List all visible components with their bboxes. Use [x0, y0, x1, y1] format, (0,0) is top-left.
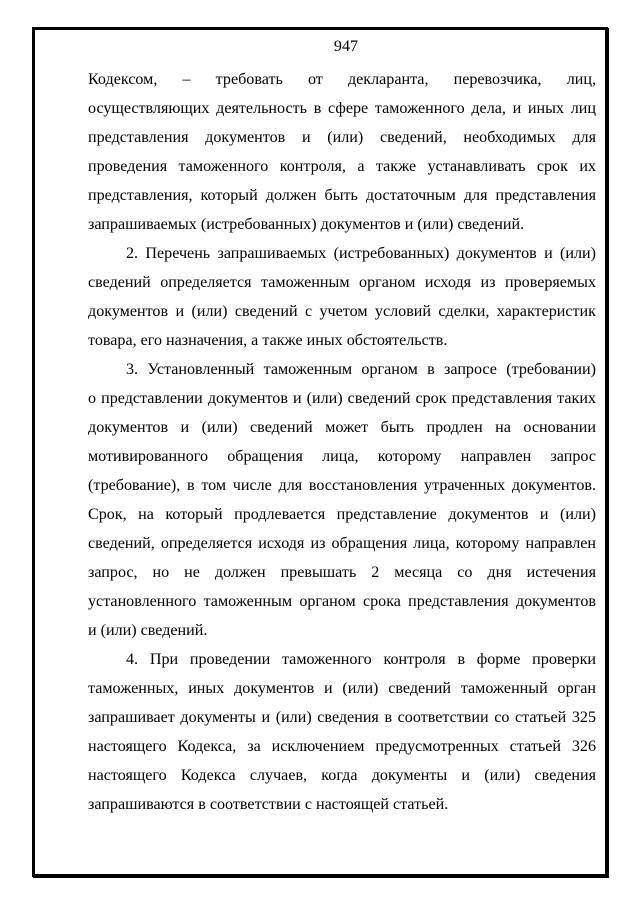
text-line: о представлении документов и (или) сведений срок представления таких — [88, 390, 596, 407]
text-line: установленного таможенным органом срока представления документов — [88, 593, 596, 610]
text-line: сведений определяется таможенным органом исходя из проверяемых — [88, 274, 596, 291]
text-line: представления документов и (или) сведений, необходимых для — [88, 129, 596, 146]
text-line: таможенных, иных документов и (или) сведений таможенный орган — [88, 680, 596, 697]
text-line: товара, его назначения, а также иных обстоятельств. — [88, 332, 448, 349]
text-line: и (или) сведений. — [88, 622, 208, 639]
text-line: документов и (или) сведений может быть продлен на основании — [88, 419, 596, 436]
text-line: запрашивает документы и (или) сведения в соответствии со статьей 325 — [88, 709, 596, 726]
page-content — [88, 36, 596, 819]
text-line: 2. Перечень запрашиваемых (истребованных) документов и (или) — [126, 245, 596, 262]
text-line: представления, который должен быть достаточным для представления — [88, 187, 596, 204]
body-text — [88, 65, 596, 819]
text-line: 4. При проведении таможенного контроля в форме проверки — [126, 651, 596, 668]
text-line: запрос, но не должен превышать 2 месяца со дня истечения — [88, 564, 596, 581]
page-number: 947 — [333, 38, 359, 55]
text-line: осуществляющих деятельность в сфере таможенного дела, и иных лиц — [88, 100, 596, 117]
text-line: запрашиваются в соответствии с настоящей статьей. — [88, 796, 449, 813]
text-line: настоящего Кодекса, за исключением предусмотренных статьей 326 — [88, 738, 596, 755]
text-line: мотивированного обращения лица, которому направлен запрос — [88, 448, 596, 465]
text-line: сведений, определяется исходя из обращения лица, которому направлен — [88, 535, 596, 552]
text-line: Кодексом, – требовать от декларанта, перевозчика, лиц, — [88, 71, 596, 88]
text-line: документов и (или) сведений с учетом условий сделки, характеристик — [88, 303, 596, 320]
text-line: (требование), в том числе для восстановления утраченных документов. — [88, 477, 596, 494]
text-line: 3. Установленный таможенным органом в запросе (требовании) — [126, 361, 596, 378]
text-line: Срок, на который продлевается представление документов и (или) — [88, 506, 596, 523]
text-line: проведения таможенного контроля, а также устанавливать срок их — [88, 158, 596, 175]
text-line: запрашиваемых (истребованных) документов и (или) сведений. — [88, 216, 525, 233]
text-line: настоящего Кодекса случаев, когда документы и (или) сведения — [88, 767, 596, 784]
